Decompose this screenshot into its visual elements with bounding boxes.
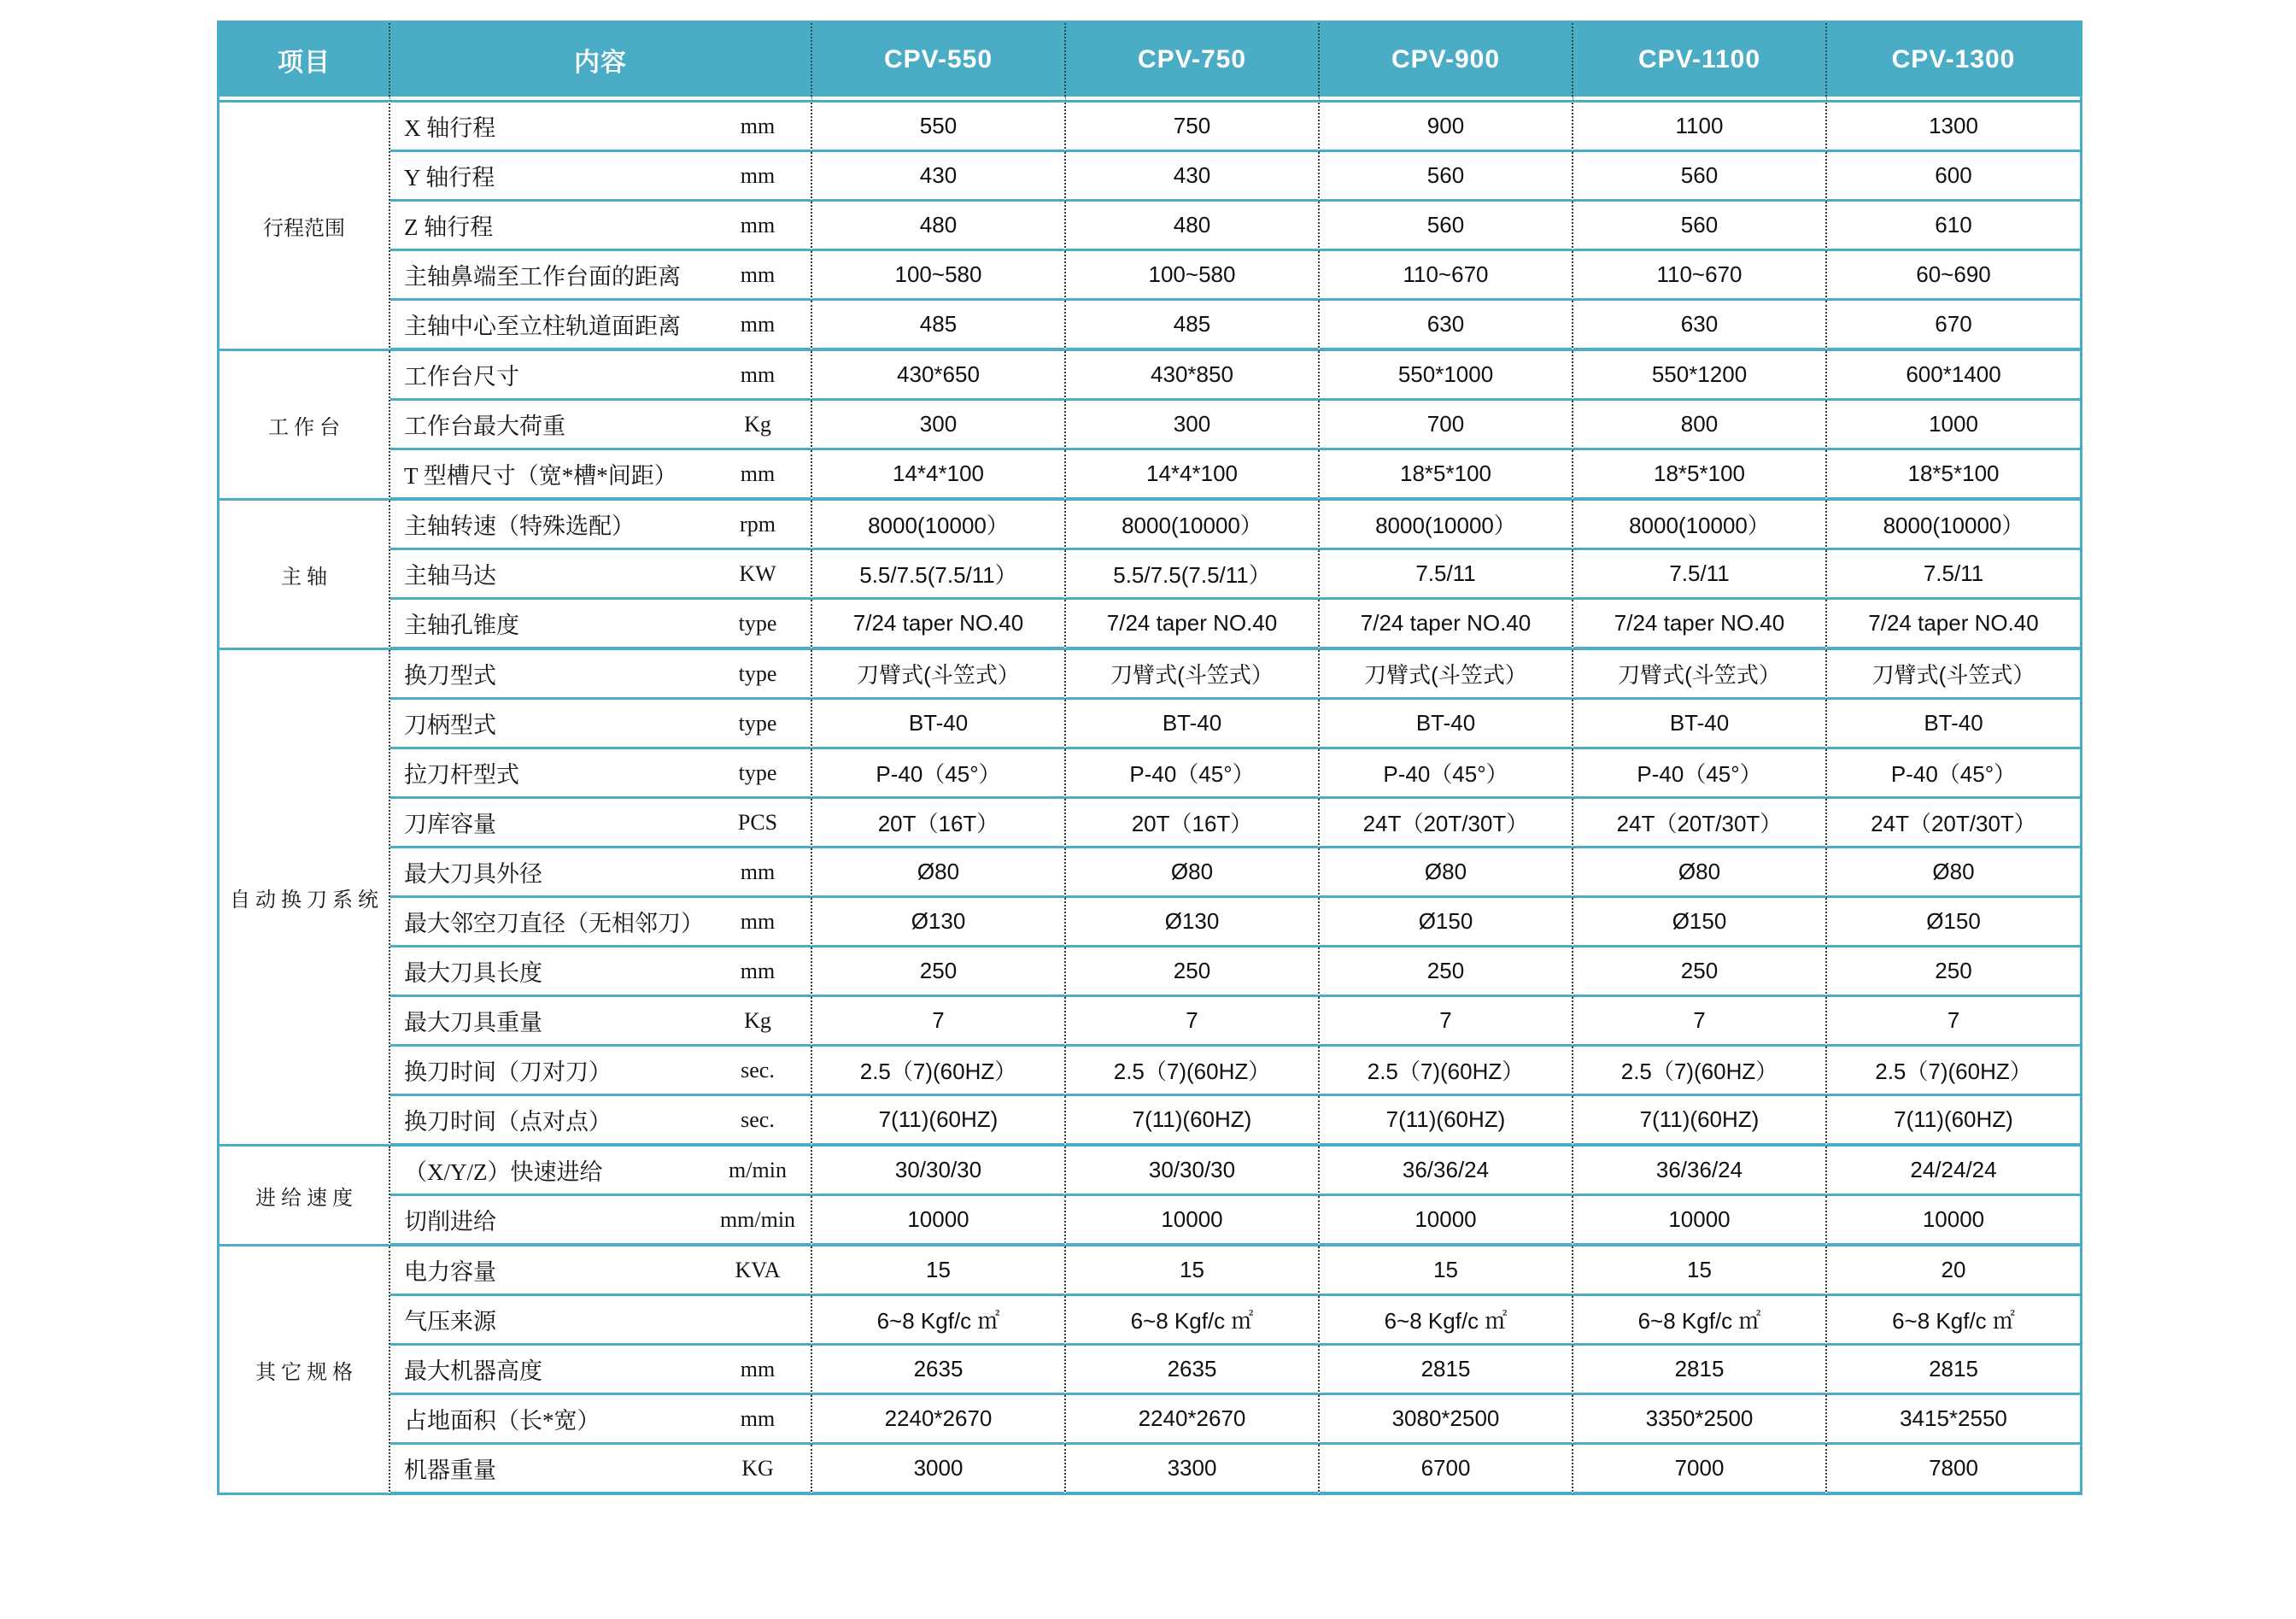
- spec-value-cell: 15: [1320, 1247, 1573, 1296]
- spec-value-cell: 5.5/7.5(7.5/11）: [812, 550, 1066, 600]
- group-label-cell: 其 它 规 格: [220, 1247, 390, 1495]
- spec-value-cell: 7/24 taper NO.40: [1320, 600, 1573, 650]
- spec-value-cell: 7/24 taper NO.40: [1066, 600, 1320, 650]
- spec-label-cell: [390, 650, 812, 700]
- spec-value-cell: 20T（16T）: [1066, 799, 1320, 848]
- spec-label-cell: [390, 898, 812, 947]
- spec-value-cell: 3350*2500: [1573, 1395, 1827, 1445]
- spec-value-cell: 30/30/30: [1066, 1147, 1320, 1196]
- spec-value-cell: 900: [1320, 100, 1573, 152]
- spec-row: [220, 1247, 2080, 1296]
- spec-row: [220, 450, 2080, 501]
- spec-value-cell: 3080*2500: [1320, 1395, 1573, 1445]
- spec-label: X 轴行程: [404, 115, 496, 141]
- unit-label: mm: [740, 212, 776, 238]
- spec-value-cell: 7: [1573, 997, 1827, 1047]
- spec-value-cell: 7/24 taper NO.40: [1573, 600, 1827, 650]
- spec-value-cell: 6~8 Kgf/c ㎡: [1320, 1296, 1573, 1346]
- unit-label: mm: [740, 1405, 776, 1431]
- spec-value-cell: Ø80: [812, 848, 1066, 898]
- spec-value-cell: Ø80: [1320, 848, 1573, 898]
- spec-value-cell: 6700: [1320, 1445, 1573, 1495]
- spec-value-cell: Ø80: [1573, 848, 1827, 898]
- spec-value-cell: 110~670: [1573, 251, 1827, 301]
- spec-value-cell: 7(11)(60HZ): [812, 1096, 1066, 1147]
- spec-row: [220, 898, 2080, 947]
- spec-value-cell: 18*5*100: [1320, 450, 1573, 501]
- group-label-cell: 工 作 台: [220, 351, 390, 501]
- spec-label-cell: [390, 202, 812, 251]
- spec-value-cell: 10000: [812, 1196, 1066, 1247]
- spec-value-cell: 7(11)(60HZ): [1066, 1096, 1320, 1147]
- spec-label: 电力容量: [404, 1259, 496, 1285]
- spec-label-cell: [390, 1147, 812, 1196]
- spec-value-cell: P-40（45°）: [1066, 749, 1320, 799]
- spec-value-cell: P-40（45°）: [812, 749, 1066, 799]
- spec-label-cell: [390, 700, 812, 749]
- spec-label-cell: [390, 1395, 812, 1445]
- spec-label-cell: [390, 1346, 812, 1395]
- spec-value-cell: BT-40: [1827, 700, 2080, 749]
- spec-value-cell: P-40（45°）: [1573, 749, 1827, 799]
- spec-row: [220, 1346, 2080, 1395]
- spec-row: [220, 848, 2080, 898]
- spec-value-cell: 刀臂式(斗笠式）: [812, 650, 1066, 700]
- spec-value-cell: 550*1000: [1320, 351, 1573, 401]
- spec-value-cell: 2815: [1827, 1346, 2080, 1395]
- unit-label: type: [738, 610, 777, 636]
- spec-label-cell: [390, 600, 812, 650]
- spec-label-cell: [390, 301, 812, 351]
- spec-value-cell: 18*5*100: [1573, 450, 1827, 501]
- spec-value-cell: 36/36/24: [1573, 1147, 1827, 1196]
- column-header-item: 项目: [220, 23, 390, 100]
- spec-label: Y 轴行程: [404, 165, 495, 191]
- spec-value-cell: Ø130: [1066, 898, 1320, 947]
- spec-value-cell: 7.5/11: [1320, 550, 1573, 600]
- spec-value-cell: 60~690: [1827, 251, 2080, 301]
- spec-label: 气压来源: [404, 1309, 496, 1335]
- unit-label: KVA: [735, 1257, 781, 1282]
- spec-value-cell: 2240*2670: [812, 1395, 1066, 1445]
- spec-label: 换刀时间（刀对刀）: [404, 1059, 612, 1085]
- spec-value-cell: 100~580: [1066, 251, 1320, 301]
- spec-row: [220, 100, 2080, 152]
- spec-label-cell: [390, 550, 812, 600]
- spec-value-cell: 15: [812, 1247, 1066, 1296]
- spec-row: [220, 550, 2080, 600]
- spec-row: [220, 1047, 2080, 1096]
- spec-value-cell: 670: [1827, 301, 2080, 351]
- unit-label: KW: [739, 560, 776, 586]
- spec-value-cell: 8000(10000）: [812, 501, 1066, 550]
- spec-value-cell: 36/36/24: [1320, 1147, 1573, 1196]
- spec-value-cell: 250: [1066, 947, 1320, 997]
- spec-value-cell: 1100: [1573, 100, 1827, 152]
- spec-row: [220, 947, 2080, 997]
- spec-label: 换刀时间（点对点）: [404, 1109, 612, 1135]
- spec-value-cell: 480: [1066, 202, 1320, 251]
- spec-table-header: [220, 23, 2080, 100]
- spec-label: T 型槽尺寸（宽*槽*间距）: [404, 463, 677, 489]
- spec-value-cell: 10000: [1320, 1196, 1573, 1247]
- spec-label: 主轴鼻端至工作台面的距离: [404, 264, 681, 290]
- spec-value-cell: 7800: [1827, 1445, 2080, 1495]
- unit-label: mm: [740, 908, 776, 934]
- spec-value-cell: BT-40: [1066, 700, 1320, 749]
- spec-value-cell: 630: [1573, 301, 1827, 351]
- spec-value-cell: 5.5/7.5(7.5/11）: [1066, 550, 1320, 600]
- column-header-model-3: CPV-900: [1320, 23, 1573, 100]
- unit-label: sec.: [741, 1057, 775, 1082]
- spec-label-cell: [390, 1445, 812, 1495]
- spec-value-cell: 430*650: [812, 351, 1066, 401]
- spec-value-cell: Ø150: [1827, 898, 2080, 947]
- column-header-model-5: CPV-1300: [1827, 23, 2080, 100]
- spec-value-cell: 430: [812, 152, 1066, 202]
- spec-value-cell: 2.5（7)(60HZ）: [812, 1047, 1066, 1096]
- spec-label: 工作台尺寸: [404, 364, 519, 390]
- group-label-cell: 自 动 换 刀 系 统: [220, 650, 390, 1147]
- spec-label-cell: [390, 848, 812, 898]
- spec-label: 最大邻空刀直径（无相邻刀）: [404, 911, 704, 936]
- unit-label: mm/min: [719, 1206, 796, 1232]
- spec-value-cell: 6~8 Kgf/c ㎡: [1573, 1296, 1827, 1346]
- spec-label: 机器重量: [404, 1458, 496, 1483]
- spec-value-cell: 560: [1320, 202, 1573, 251]
- spec-value-cell: 600: [1827, 152, 2080, 202]
- spec-value-cell: 10000: [1573, 1196, 1827, 1247]
- unit-label: rpm: [740, 511, 776, 537]
- spec-row: [220, 600, 2080, 650]
- spec-label-cell: [390, 1296, 812, 1346]
- spec-value-cell: 2815: [1573, 1346, 1827, 1395]
- spec-label: 换刀型式: [404, 663, 496, 689]
- spec-value-cell: 8000(10000）: [1827, 501, 2080, 550]
- spec-value-cell: BT-40: [812, 700, 1066, 749]
- spec-label-cell: [390, 1196, 812, 1247]
- spec-row: [220, 997, 2080, 1047]
- unit-label: mm: [740, 311, 776, 337]
- spec-label-cell: [390, 749, 812, 799]
- spec-value-cell: 7.5/11: [1573, 550, 1827, 600]
- spec-value-cell: 24T（20T/30T）: [1827, 799, 2080, 848]
- spec-value-cell: 2.5（7)(60HZ）: [1066, 1047, 1320, 1096]
- unit-label: Kg: [744, 411, 771, 437]
- spec-value-cell: 700: [1320, 401, 1573, 450]
- unit-label: Kg: [744, 1007, 771, 1033]
- spec-value-cell: 7: [1827, 997, 2080, 1047]
- unit-label: type: [738, 660, 777, 686]
- spec-value-cell: 2.5（7)(60HZ）: [1827, 1047, 2080, 1096]
- spec-row: [220, 1395, 2080, 1445]
- spec-value-cell: 7000: [1573, 1445, 1827, 1495]
- spec-value-cell: 430: [1066, 152, 1320, 202]
- spec-value-cell: 250: [1573, 947, 1827, 997]
- spec-value-cell: 250: [1827, 947, 2080, 997]
- spec-value-cell: 430*850: [1066, 351, 1320, 401]
- spec-value-cell: 250: [1320, 947, 1573, 997]
- spec-value-cell: 7(11)(60HZ): [1827, 1096, 2080, 1147]
- spec-row: [220, 152, 2080, 202]
- spec-value-cell: 7: [1320, 997, 1573, 1047]
- spec-label-cell: [390, 152, 812, 202]
- spec-value-cell: 610: [1827, 202, 2080, 251]
- spec-label-cell: [390, 100, 812, 152]
- spec-value-cell: 20T（16T）: [812, 799, 1066, 848]
- spec-value-cell: 2635: [812, 1346, 1066, 1395]
- unit-label: mm: [740, 261, 776, 287]
- unit-label: mm: [740, 1356, 776, 1381]
- spec-label-cell: [390, 1047, 812, 1096]
- spec-value-cell: 3000: [812, 1445, 1066, 1495]
- spec-value-cell: 24T（20T/30T）: [1573, 799, 1827, 848]
- column-header-content: 内容: [390, 23, 812, 100]
- spec-value-cell: Ø150: [1320, 898, 1573, 947]
- spec-label-cell: [390, 799, 812, 848]
- unit-label: type: [738, 760, 777, 785]
- spec-value-cell: P-40（45°）: [1320, 749, 1573, 799]
- spec-label: 主轴转速（特殊选配）: [404, 513, 635, 539]
- spec-label-cell: [390, 501, 812, 550]
- spec-value-cell: 6~8 Kgf/c ㎡: [1827, 1296, 2080, 1346]
- spec-label: 最大机器高度: [404, 1358, 542, 1384]
- unit-label: mm: [740, 958, 776, 983]
- spec-value-cell: 6~8 Kgf/c ㎡: [1066, 1296, 1320, 1346]
- spec-value-cell: 560: [1320, 152, 1573, 202]
- spec-row: [220, 501, 2080, 550]
- spec-label: 最大刀具外径: [404, 861, 542, 887]
- spec-value-cell: Ø80: [1066, 848, 1320, 898]
- unit-label: PCS: [737, 809, 778, 835]
- spec-value-cell: 250: [812, 947, 1066, 997]
- spec-value-cell: 7: [812, 997, 1066, 1047]
- spec-value-cell: 560: [1573, 202, 1827, 251]
- spec-row: [220, 799, 2080, 848]
- unit-label: KG: [741, 1455, 774, 1481]
- header-row: [220, 23, 2080, 100]
- spec-value-cell: 550*1200: [1573, 351, 1827, 401]
- spec-label-cell: [390, 351, 812, 401]
- spec-value-cell: 2240*2670: [1066, 1395, 1320, 1445]
- spec-value-cell: 110~670: [1320, 251, 1573, 301]
- spec-value-cell: 刀臂式(斗笠式）: [1573, 650, 1827, 700]
- unit-label: mm: [740, 460, 776, 486]
- spec-label-cell: [390, 401, 812, 450]
- spec-row: [220, 301, 2080, 351]
- spec-value-cell: 800: [1573, 401, 1827, 450]
- unit-label: sec.: [741, 1106, 775, 1132]
- spec-value-cell: 刀臂式(斗笠式）: [1827, 650, 2080, 700]
- spec-label: 最大刀具重量: [404, 1010, 542, 1035]
- spec-label-cell: [390, 251, 812, 301]
- spec-label: 主轴中心至立柱轨道面距离: [404, 314, 681, 339]
- spec-value-cell: 630: [1320, 301, 1573, 351]
- spec-value-cell: 6~8 Kgf/c ㎡: [812, 1296, 1066, 1346]
- spec-value-cell: 刀臂式(斗笠式）: [1320, 650, 1573, 700]
- spec-row: [220, 700, 2080, 749]
- spec-value-cell: 3300: [1066, 1445, 1320, 1495]
- spec-label: Z 轴行程: [404, 214, 494, 240]
- spec-value-cell: 1300: [1827, 100, 2080, 152]
- spec-value-cell: 8000(10000）: [1066, 501, 1320, 550]
- spec-value-cell: 560: [1573, 152, 1827, 202]
- spec-value-cell: 15: [1066, 1247, 1320, 1296]
- spec-value-cell: 8000(10000）: [1573, 501, 1827, 550]
- spec-value-cell: 18*5*100: [1827, 450, 2080, 501]
- spec-value-cell: 2635: [1066, 1346, 1320, 1395]
- spec-value-cell: 300: [812, 401, 1066, 450]
- spec-row: [220, 251, 2080, 301]
- spec-table-container: [217, 21, 2082, 1495]
- spec-value-cell: 100~580: [812, 251, 1066, 301]
- spec-value-cell: 10000: [1827, 1196, 2080, 1247]
- spec-label: 主轴马达: [404, 563, 496, 589]
- unit-label: mm: [740, 361, 776, 387]
- spec-value-cell: 10000: [1066, 1196, 1320, 1247]
- spec-value-cell: 2.5（7)(60HZ）: [1573, 1047, 1827, 1096]
- spec-label-cell: [390, 947, 812, 997]
- spec-label: 主轴孔锥度: [404, 613, 519, 638]
- spec-label-cell: [390, 1247, 812, 1296]
- spec-value-cell: 7/24 taper NO.40: [1827, 600, 2080, 650]
- spec-value-cell: 15: [1573, 1247, 1827, 1296]
- spec-row: [220, 749, 2080, 799]
- spec-label-cell: [390, 450, 812, 501]
- spec-value-cell: 600*1400: [1827, 351, 2080, 401]
- spec-value-cell: Ø130: [812, 898, 1066, 947]
- spec-table: [217, 21, 2082, 1495]
- column-header-model-4: CPV-1100: [1573, 23, 1827, 100]
- spec-label: （X/Y/Z）快速进给: [404, 1159, 603, 1185]
- spec-value-cell: 1000: [1827, 401, 2080, 450]
- spec-value-cell: BT-40: [1573, 700, 1827, 749]
- spec-value-cell: 7/24 taper NO.40: [812, 600, 1066, 650]
- spec-label: 刀柄型式: [404, 713, 496, 738]
- spec-row: [220, 1096, 2080, 1147]
- spec-label: 切削进给: [404, 1209, 496, 1235]
- spec-value-cell: 3415*2550: [1827, 1395, 2080, 1445]
- spec-label-cell: [390, 997, 812, 1047]
- spec-label: 拉刀杆型式: [404, 762, 519, 788]
- spec-value-cell: 480: [812, 202, 1066, 251]
- column-header-model-1: CPV-550: [812, 23, 1066, 100]
- column-header-model-2: CPV-750: [1066, 23, 1320, 100]
- spec-value-cell: 14*4*100: [1066, 450, 1320, 501]
- unit-label: m/min: [729, 1157, 787, 1182]
- spec-value-cell: 300: [1066, 401, 1320, 450]
- spec-value-cell: 24/24/24: [1827, 1147, 2080, 1196]
- spec-value-cell: 刀臂式(斗笠式）: [1066, 650, 1320, 700]
- spec-label: 工作台最大荷重: [404, 414, 565, 439]
- spec-value-cell: BT-40: [1320, 700, 1573, 749]
- group-label-cell: 进 给 速 度: [220, 1147, 390, 1247]
- unit-label: mm: [740, 162, 776, 188]
- spec-label: 最大刀具长度: [404, 960, 542, 986]
- spec-value-cell: 8000(10000）: [1320, 501, 1573, 550]
- spec-value-cell: 2815: [1320, 1346, 1573, 1395]
- spec-row: [220, 650, 2080, 700]
- spec-row: [220, 1296, 2080, 1346]
- spec-value-cell: 2.5（7)(60HZ）: [1320, 1047, 1573, 1096]
- spec-value-cell: Ø80: [1827, 848, 2080, 898]
- spec-row: [220, 351, 2080, 401]
- spec-table-body: [220, 100, 2080, 1495]
- spec-label: 刀库容量: [404, 812, 496, 837]
- unit-label: mm: [740, 113, 776, 138]
- spec-value-cell: 20: [1827, 1247, 2080, 1296]
- spec-value-cell: 7: [1066, 997, 1320, 1047]
- spec-row: [220, 1147, 2080, 1196]
- spec-value-cell: 7(11)(60HZ): [1320, 1096, 1573, 1147]
- spec-label: 占地面积（长*宽）: [404, 1408, 600, 1434]
- spec-value-cell: 550: [812, 100, 1066, 152]
- spec-value-cell: 485: [812, 301, 1066, 351]
- spec-row: [220, 401, 2080, 450]
- spec-value-cell: P-40（45°）: [1827, 749, 2080, 799]
- spec-value-cell: 750: [1066, 100, 1320, 152]
- spec-value-cell: Ø150: [1573, 898, 1827, 947]
- spec-value-cell: 7(11)(60HZ): [1573, 1096, 1827, 1147]
- spec-value-cell: 485: [1066, 301, 1320, 351]
- spec-row: [220, 1445, 2080, 1495]
- unit-label: mm: [740, 859, 776, 884]
- spec-label-cell: [390, 1096, 812, 1147]
- group-label-cell: 行程范围: [220, 100, 390, 351]
- group-label-cell: 主 轴: [220, 501, 390, 650]
- spec-row: [220, 202, 2080, 251]
- spec-value-cell: 7.5/11: [1827, 550, 2080, 600]
- unit-label: type: [738, 710, 777, 736]
- spec-value-cell: 14*4*100: [812, 450, 1066, 501]
- spec-row: [220, 1196, 2080, 1247]
- spec-value-cell: 30/30/30: [812, 1147, 1066, 1196]
- spec-value-cell: 24T（20T/30T）: [1320, 799, 1573, 848]
